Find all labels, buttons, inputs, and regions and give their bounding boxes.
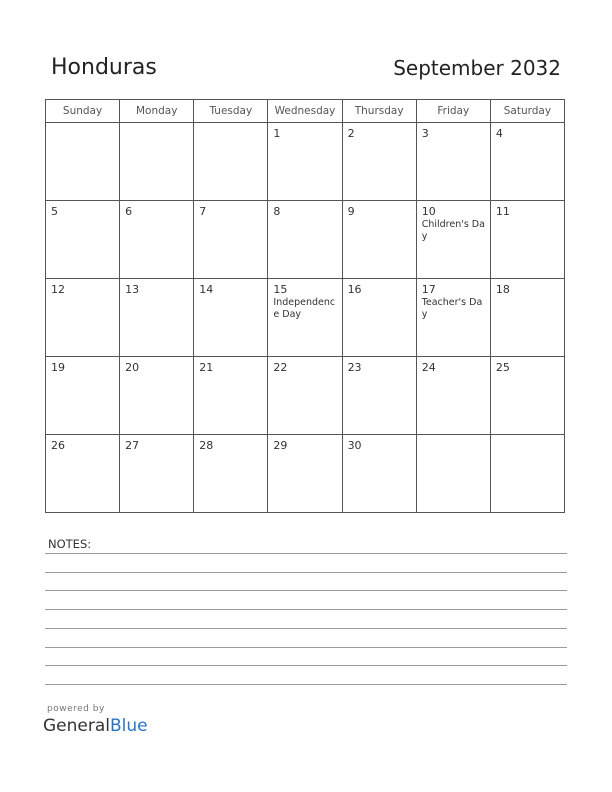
day-cell: [194, 357, 268, 435]
day-number: 1: [273, 127, 281, 140]
day-cell: [342, 123, 416, 201]
day-cell: [120, 279, 194, 357]
day-cell: [268, 279, 342, 357]
day-number: [194, 123, 267, 127]
day-number: 24: [421, 361, 436, 374]
day-number: 22: [273, 361, 288, 374]
day-cell: [342, 357, 416, 435]
day-cell: [46, 357, 120, 435]
day-number: 21: [199, 361, 214, 374]
week-row: [46, 435, 565, 513]
day-cell: [342, 435, 416, 513]
day-cell: [490, 201, 564, 279]
weekday-header: Saturday: [490, 100, 564, 123]
day-number: 5: [51, 205, 58, 218]
day-number: 18: [495, 283, 510, 296]
day-cell: [46, 435, 120, 513]
day-cell: [416, 201, 490, 279]
day-number: [491, 435, 564, 439]
day-cell: [268, 435, 342, 513]
notes-label: NOTES:: [48, 537, 92, 551]
day-number: 20: [125, 361, 140, 374]
day-cell: [120, 201, 194, 279]
month-year-title: September 2032: [393, 56, 561, 80]
weekday-header: Thursday: [342, 100, 416, 123]
day-number: 28: [199, 439, 214, 452]
day-cell: [194, 201, 268, 279]
brand-general: General: [43, 716, 110, 736]
day-cell: [46, 279, 120, 357]
day-cell: [268, 201, 342, 279]
day-number: 3: [421, 127, 429, 140]
day-number: 7: [199, 205, 207, 218]
note-line: [45, 647, 567, 648]
country-title: Honduras: [51, 55, 157, 80]
day-cell: [416, 279, 490, 357]
day-cell: [46, 123, 120, 201]
note-line: [45, 553, 567, 554]
day-number: [46, 123, 119, 127]
day-number: 26: [51, 439, 65, 452]
day-cell: [120, 123, 194, 201]
day-cell: [194, 435, 268, 513]
weekday-header: Wednesday: [268, 100, 342, 123]
day-cell: [490, 357, 564, 435]
day-number: 6: [125, 205, 133, 218]
day-cell: [268, 357, 342, 435]
note-line: [45, 590, 567, 591]
weekday-header: Monday: [120, 100, 194, 123]
day-number: 11: [495, 205, 510, 218]
week-row: [46, 279, 565, 357]
brand-blue: Blue: [110, 716, 148, 736]
day-cell: [120, 357, 194, 435]
weekday-header: Friday: [416, 100, 490, 123]
day-number: 16: [347, 283, 362, 296]
powered-by-text: powered by: [47, 704, 105, 714]
week-row: [46, 123, 565, 201]
day-cell: [342, 201, 416, 279]
day-cell: [416, 123, 490, 201]
note-line: [45, 572, 567, 573]
calendar-grid: [45, 99, 565, 513]
week-row: [46, 201, 565, 279]
note-line: [45, 665, 567, 666]
day-number: [120, 123, 193, 127]
day-cell: [120, 435, 194, 513]
day-number: 4: [495, 127, 503, 140]
note-line: [45, 684, 567, 685]
brand-logo: [43, 716, 148, 736]
day-cell: [490, 123, 564, 201]
day-number: 19: [51, 361, 65, 374]
day-cell: [268, 123, 342, 201]
holiday-label: Independence Day: [273, 297, 336, 320]
day-number: 25: [495, 361, 510, 374]
day-number: 13: [125, 283, 140, 296]
day-number: 17: [421, 283, 436, 296]
day-number: 27: [125, 439, 140, 452]
day-number: [417, 435, 490, 439]
day-cell: [416, 435, 490, 513]
day-number: 23: [347, 361, 362, 374]
weekday-header: Tuesday: [194, 100, 268, 123]
day-number: 8: [273, 205, 281, 218]
day-number: 29: [273, 439, 288, 452]
day-cell: [194, 123, 268, 201]
weekday-header-row: [46, 100, 565, 123]
week-row: [46, 357, 565, 435]
day-number: 15: [273, 283, 288, 296]
day-number: 10: [421, 205, 436, 218]
day-cell: [416, 357, 490, 435]
day-number: 30: [347, 439, 362, 452]
note-line: [45, 628, 567, 629]
day-cell: [490, 279, 564, 357]
day-cell: [194, 279, 268, 357]
day-number: 14: [199, 283, 214, 296]
day-cell: [46, 201, 120, 279]
note-line: [45, 609, 567, 610]
day-cell: [490, 435, 564, 513]
holiday-label: Children's Day: [421, 219, 485, 242]
holiday-label: Teacher's Day: [421, 297, 483, 320]
day-number: 12: [51, 283, 65, 296]
day-number: 9: [347, 205, 355, 218]
day-cell: [342, 279, 416, 357]
day-number: 2: [347, 127, 355, 140]
weekday-header: Sunday: [46, 100, 120, 123]
